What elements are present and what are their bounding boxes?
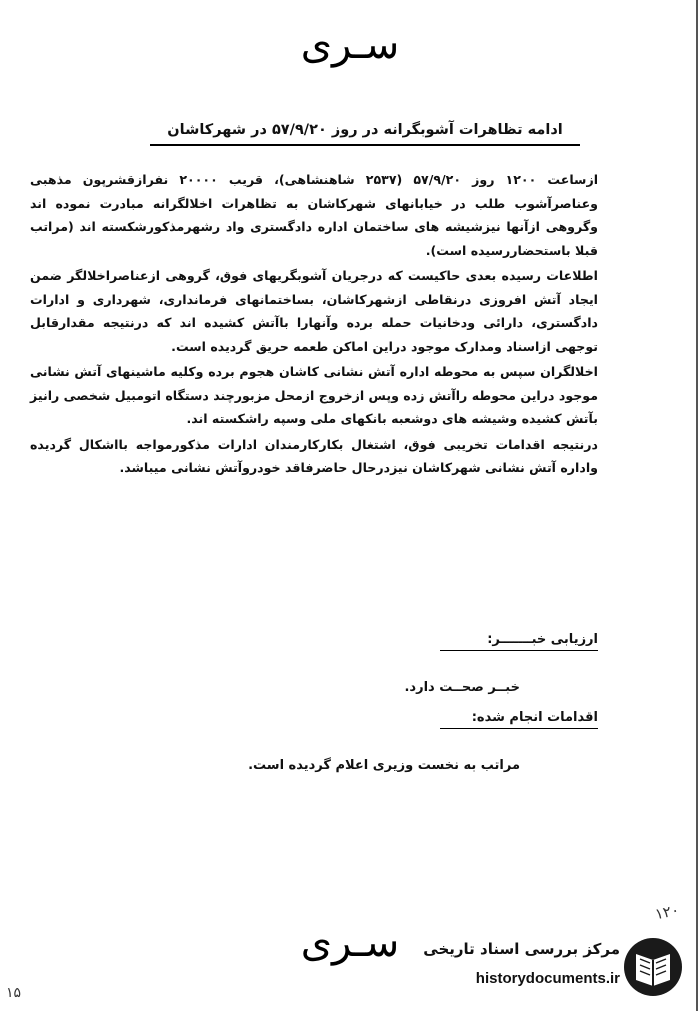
- actions-text: مراتب به نخست وزیری اعلام گردیده است.: [248, 758, 520, 773]
- assessment-text: خبــر صحــت دارد.: [404, 680, 520, 695]
- report-body: [30, 168, 598, 482]
- archive-name: مرکز بررسی اسناد تاریخی: [423, 940, 620, 958]
- page-number-mark: ۱۲۰: [653, 900, 681, 924]
- paragraph-4: درنتیجه اقدامات تخریبی فوق، اشتغال بکارکارمندان ادارات مذکورمواجه بااشکال گردیده واداره آتش نشانی شهرکاشان نیزدرحال حاضرفاقد خودروآتش نشانی میباشد.: [30, 436, 598, 475]
- paragraph-3: اخلالگران سپس به محوطه اداره آتش نشانی کاشان هجوم برده وکلیه ماشینهای آتش نشانی موجود دراین محوطه راآتش زده وپس ازخروج ازمحل مزبورچند دستگاه اتومبیل شخصی رانیز بآتش کشیده وشیشه های دوشعبه بانکهای ملی وسپه راشکسته اند.: [30, 364, 598, 426]
- classification-bottom: سـری: [300, 920, 400, 966]
- margin-mark: ۱۵: [6, 985, 22, 1001]
- assessment-label: ارزیابی خبـــــــر:: [440, 632, 598, 651]
- actions-label: اقدامات انجام شده:: [440, 710, 598, 729]
- archive-watermark: [420, 930, 690, 1002]
- book-logo-icon: [622, 936, 684, 998]
- paragraph-1: ازساعت ۱۲۰۰ روز ۵۷/۹/۲۰ (۲۵۳۷ شاهنشاهی)، قریب ۲۰۰۰۰ نفرازقشرپون مذهبی وعناصرآشوب طلب در خیابانهای شهرکاشان به تظاهرات اخلالگرانه مبادرت نموده اند وگروهی ازآنها نیزشیشه های ساختمان اداره دادگستری واد رشهرمذکورشکسته اند (مراتب قبلا باستحضاررسیده است).: [30, 172, 599, 258]
- archive-url: historydocuments.ir: [475, 970, 620, 987]
- document-title: ادامه تظاهرات آشوبگرانه در روز ۵۷/۹/۲۰ در شهرکاشان: [150, 122, 580, 146]
- classification-top: سـری: [300, 22, 400, 68]
- page-edge: [696, 0, 698, 1011]
- paragraph-2: اطلاعات رسیده بعدی حاکیست که درجریان آشوبگریهای فوق، گروهی ازعناصراخلالگر ضمن ایجاد آتش افروزی درنقاطی ازشهرکاشان، بساختمانهای فرمانداری، شهرداری و ادارات دادگستری، دارائی ودخانیات حمله برده وآنهارا باآتش کشیده اند که درنتیجه مقدارقابل توجهی ازاسناد ومدارک موجود دراین اماکن طعمه حریق گردیده است.: [30, 268, 598, 354]
